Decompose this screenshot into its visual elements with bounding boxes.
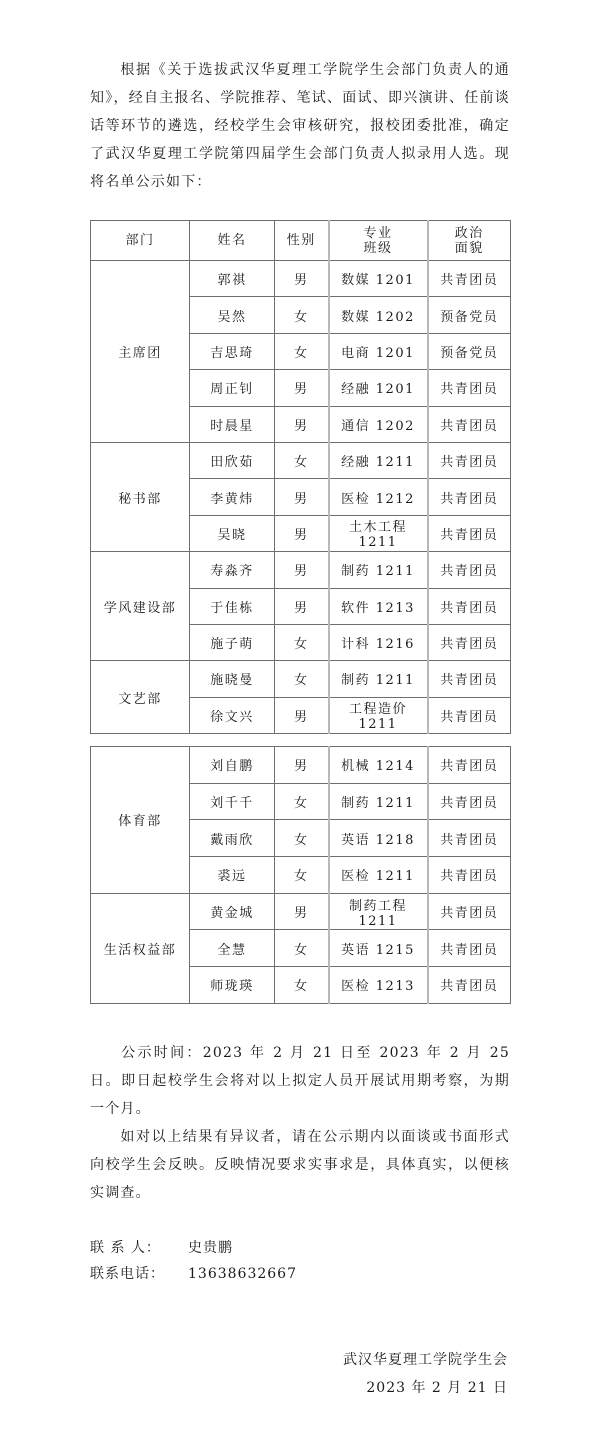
name-cell: 师珑瑛 [190,967,275,1004]
name-cell: 周正钊 [190,370,275,406]
political-cell: 共青团员 [428,857,511,894]
class-cell: 医检 1211 [329,857,428,894]
table-header-row [91,221,511,261]
class-cell: 医检 1213 [329,967,428,1004]
political-cell: 共青团员 [428,893,511,930]
gender-cell: 男 [275,515,329,551]
gender-cell: 女 [275,297,329,333]
dept-cell: 生活权益部 [91,893,190,1003]
name-cell: 时晨星 [190,406,275,442]
political-cell: 共青团员 [428,930,511,967]
name-cell: 吴然 [190,297,275,333]
name-cell: 田欣茹 [190,442,275,478]
dept-cell: 体育部 [91,747,190,894]
class-cell: 经融 1201 [329,370,428,406]
gender-cell: 女 [275,820,329,857]
class-cell: 土木工程 1211 [329,515,428,551]
name-cell: 李黄炜 [190,479,275,515]
dept-cell: 秘书部 [91,442,190,551]
header-major-line2: 班级 [363,240,393,256]
gender-cell: 女 [275,333,329,369]
header-dept: 部门 [91,221,190,261]
name-cell: 刘自鹏 [190,747,275,784]
intro-paragraph [90,56,510,196]
name-cell: 戴雨欣 [190,820,275,857]
gender-cell: 男 [275,479,329,515]
name-cell: 刘千千 [190,783,275,820]
class-cell: 英语 1218 [329,820,428,857]
political-cell: 共青团员 [428,370,511,406]
header-political-line2: 面貌 [454,240,484,256]
political-cell: 共青团员 [428,661,511,697]
gender-cell: 男 [275,747,329,784]
gender-cell: 女 [275,967,329,1004]
name-cell: 吉思琦 [190,333,275,369]
gender-cell: 女 [275,857,329,894]
header-major-class [329,221,428,261]
political-cell: 共青团员 [428,442,511,478]
name-cell: 于佳栋 [190,588,275,624]
gender-cell: 男 [275,588,329,624]
table-row [91,893,511,930]
table-body-part1 [91,261,511,734]
table-row [91,261,511,297]
political-cell: 共青团员 [428,820,511,857]
name-cell: 施晓曼 [190,661,275,697]
class-cell: 制药 1211 [329,783,428,820]
political-cell: 预备党员 [428,333,511,369]
class-cell: 软件 1213 [329,588,428,624]
political-cell: 共青团员 [428,697,511,733]
name-cell: 施子萌 [190,624,275,660]
contact-phone-line [90,1261,297,1287]
political-cell: 共青团员 [428,479,511,515]
class-cell: 计科 1216 [329,624,428,660]
gender-cell: 女 [275,661,329,697]
roster-table-part2 [90,746,511,1004]
gender-cell: 女 [275,930,329,967]
political-cell: 共青团员 [428,624,511,660]
table-row [91,661,511,697]
objection-text: 如对以上结果有异议者，请在公示期内以面谈或书面形式向校学生会反映。反映情况要求实事求是，具体真实，以便核实调查。 [90,1129,510,1201]
contact-person-line [90,1235,233,1261]
name-cell: 吴晓 [190,515,275,551]
dept-cell: 主席团 [91,261,190,443]
signature-block [343,1346,508,1402]
notice-period-text: 公示时间：2023 年 2 月 21 日至 2023 年 2 月 25 日。即日起校学生会将对以上拟定人员开展试用期考察，为期一个月。 [90,1045,510,1117]
class-cell: 数媒 1202 [329,297,428,333]
table-row [91,747,511,784]
class-cell: 制药工程 1211 [329,893,428,930]
gender-cell: 女 [275,624,329,660]
political-cell: 共青团员 [428,588,511,624]
name-cell: 郭祺 [190,261,275,297]
class-cell: 数媒 1201 [329,261,428,297]
signature-org: 武汉华夏理工学院学生会 [343,1352,508,1368]
header-major-line1: 专业 [363,225,393,241]
political-cell: 共青团员 [428,261,511,297]
class-cell: 工程造价 1211 [329,697,428,733]
gender-cell: 女 [275,442,329,478]
class-cell: 制药 1211 [329,552,428,588]
dept-cell: 文艺部 [91,661,190,734]
intro-text: 根据《关于选拔武汉华夏理工学院学生会部门负责人的通知》，经自主报名、学院推荐、笔试、面试、即兴演讲、任前谈话等环节的遴选，经校学生会审核研究，报校团委批准，确定了武汉华夏理工学院第四届学生会部门负责人拟录用人选。现将名单公示如下： [90,62,510,190]
class-cell: 通信 1202 [329,406,428,442]
class-cell: 制药 1211 [329,661,428,697]
table-body-part2 [91,747,511,1004]
name-cell: 全慧 [190,930,275,967]
table-row [91,442,511,478]
class-cell: 医检 1212 [329,479,428,515]
table-row [91,552,511,588]
roster-table-part1 [90,220,511,734]
dept-cell: 学风建设部 [91,552,190,661]
objection-paragraph [90,1123,510,1207]
class-cell: 机械 1214 [329,747,428,784]
class-cell: 英语 1215 [329,930,428,967]
header-gender: 性别 [275,221,329,261]
name-cell: 裘远 [190,857,275,894]
contact-phone-value: 13638632667 [188,1266,297,1282]
header-political [428,221,511,261]
header-name: 姓名 [190,221,275,261]
gender-cell: 男 [275,261,329,297]
political-cell: 预备党员 [428,297,511,333]
gender-cell: 男 [275,697,329,733]
notice-period-paragraph [90,1039,510,1123]
gender-cell: 男 [275,406,329,442]
name-cell: 徐文兴 [190,697,275,733]
gender-cell: 男 [275,552,329,588]
name-cell: 黄金城 [190,893,275,930]
political-cell: 共青团员 [428,552,511,588]
name-cell: 寿淼齐 [190,552,275,588]
header-political-line1: 政治 [454,225,484,241]
class-cell: 经融 1211 [329,442,428,478]
contact-person-value: 史贵鹏 [188,1240,233,1256]
class-cell: 电商 1201 [329,333,428,369]
contact-person-label: 联 系 人： [90,1240,161,1256]
political-cell: 共青团员 [428,783,511,820]
gender-cell: 男 [275,370,329,406]
political-cell: 共青团员 [428,747,511,784]
gender-cell: 男 [275,893,329,930]
contact-phone-label: 联系电话： [90,1266,165,1282]
political-cell: 共青团员 [428,967,511,1004]
gender-cell: 女 [275,783,329,820]
political-cell: 共青团员 [428,406,511,442]
signature-date: 2023 年 2 月 21 日 [366,1380,508,1396]
political-cell: 共青团员 [428,515,511,551]
